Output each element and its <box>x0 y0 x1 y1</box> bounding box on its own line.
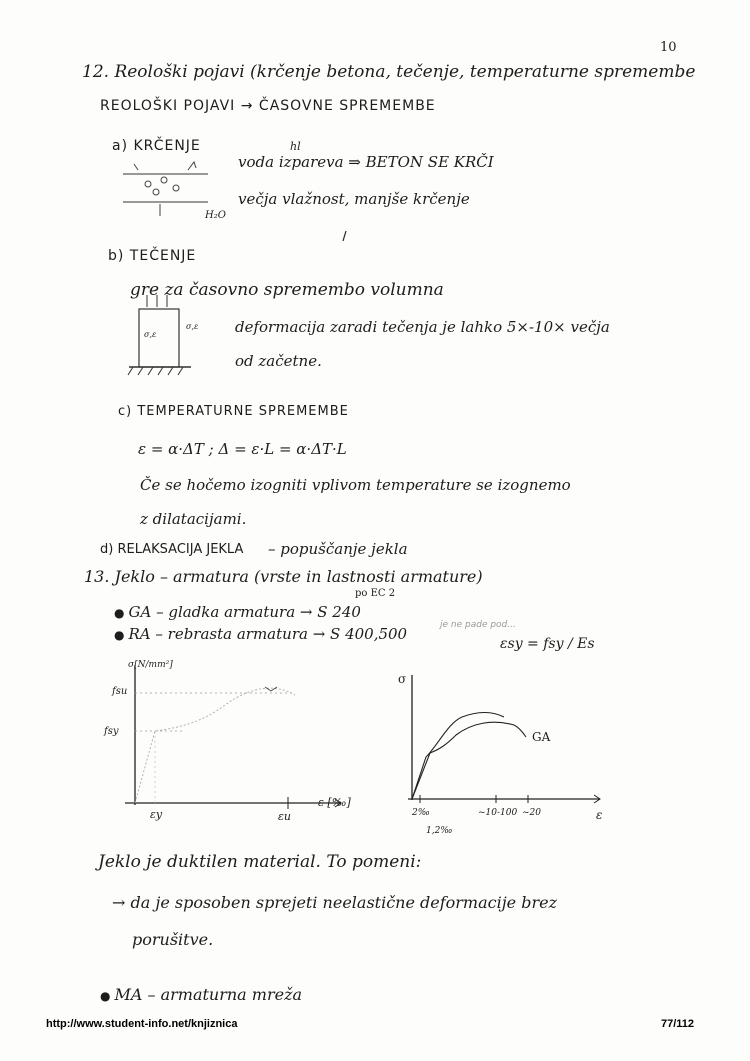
q12b-fig-label2: σ,ε <box>186 322 199 331</box>
chart-right-plot <box>400 675 610 810</box>
page-number: 10 <box>660 40 677 55</box>
q12b-label: b) TEČENJE <box>108 248 197 264</box>
q12a-label: a) KRČENJE <box>112 138 201 154</box>
q12b-fig-label: σ,ε <box>144 330 157 339</box>
q13-item-0 <box>114 603 361 621</box>
q12a-line1: voda izpareva ⇒ BETON SE KRČI <box>238 153 494 171</box>
chart-right-xlabel: ε <box>596 808 603 822</box>
q12d-label: d) RELAKSACIJA JEKLA <box>100 542 244 557</box>
q12c-line2: z dilatacijami. <box>140 510 247 528</box>
q13-item-text: GA – gladka armatura → S 240 <box>128 603 361 621</box>
q12-subtitle: REOLOŠKI POJAVI → ČASOVNE SPREMEMBE <box>100 98 436 114</box>
q12a-fig-label: H₂O <box>205 210 226 221</box>
chart-right-curve-ga <box>412 722 526 799</box>
ductile-line3: porušitve. <box>132 930 214 949</box>
ductile-line2: → da je sposoben sprejeti neelastične deformacije brez <box>112 893 558 912</box>
chart-right-xtick-10-100: ~10-100 <box>478 808 518 818</box>
chart-left-xlabel: ε [‰] <box>318 796 351 809</box>
q13-eps-formula: εsy = fsy / Es <box>500 636 595 652</box>
chart-right-xtick-2: 2‰ <box>412 808 430 818</box>
q12c-line1: Če se hočemo izogniti vplivom temperature se izognemo <box>140 476 571 494</box>
footer-page: 77/112 <box>661 1018 695 1030</box>
chart-right-ylabel: σ <box>398 672 407 686</box>
q12c-formula: ε = α·ΔT ; Δ = ε·L = α·ΔT·L <box>138 440 347 458</box>
q12-title: 12. Reološki pojavi (krčenje betona, tečenje, temperaturne spremembe <box>82 62 696 82</box>
chart-right-series-label: GA <box>532 730 551 744</box>
chart-left-ytick-fsy: fsy <box>104 726 119 737</box>
q12b-line3: od začetne. <box>235 352 322 370</box>
q13-item-text: RA – rebrasta armatura → S 400,500 <box>128 625 408 643</box>
q12c-label: c) TEMPERATURNE SPREMEMBE <box>118 404 349 419</box>
stray-tick <box>340 230 350 242</box>
q12a-insert: hl <box>290 140 301 153</box>
chart-left-xtick-eu: εu <box>278 810 291 823</box>
chart-right-curve-ra <box>412 713 504 800</box>
q13-faint-note: je ne pade pod... <box>440 620 516 630</box>
q12a-line2: večja vlažnost, manjše krčenje <box>238 190 470 208</box>
chart-left-ylabel: σ[N/mm²] <box>128 660 173 670</box>
q13-item-1 <box>114 625 407 643</box>
chart-left-xtick-ey: εy <box>150 808 163 821</box>
ma-item-text: MA – armaturna mreža <box>114 985 303 1004</box>
bullet-icon: ● <box>114 606 125 620</box>
footer-url[interactable]: http://www.student-info.net/knjiznica <box>46 1018 238 1030</box>
ma-item <box>100 985 302 1004</box>
chart-left-curve <box>135 688 295 803</box>
ductile-line1: Jeklo je duktilen material. To pomeni: <box>98 852 422 872</box>
chart-right-below-tick: 1,2‰ <box>426 826 453 836</box>
q13-title: 13. Jeklo – armatura (vrste in lastnosti armature) <box>84 567 483 586</box>
bullet-icon: ● <box>100 989 111 1003</box>
q12b-line2: deformacija zaradi tečenja je lahko 5×-10× večja <box>235 318 610 336</box>
q12b-line1: gre za časovno spremembo volumna <box>130 280 444 300</box>
chart-right-xtick-20: ~20 <box>522 808 541 818</box>
chart-left-ytick-fsu: fsu <box>112 686 128 697</box>
creep-sketch <box>125 295 205 380</box>
bullet-icon: ● <box>114 628 125 642</box>
q13-ec-note: po EC 2 <box>355 588 396 599</box>
q12d-text: – popuščanje jekla <box>268 540 408 558</box>
